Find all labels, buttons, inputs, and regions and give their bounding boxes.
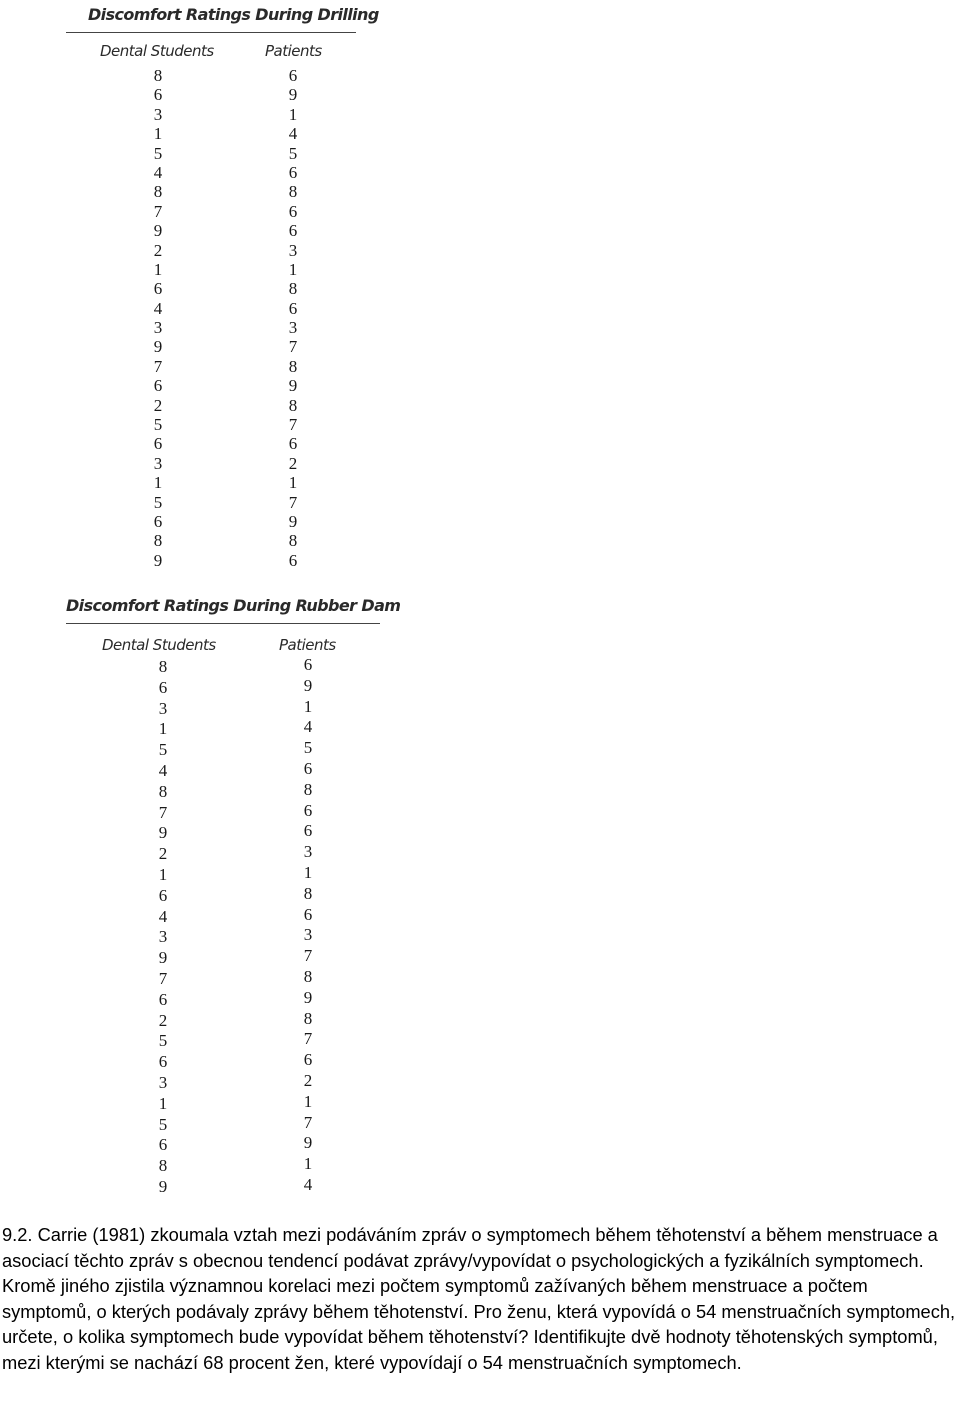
rating-value: 1 xyxy=(303,696,313,716)
rating-value: 9 xyxy=(153,337,163,357)
rating-value: 8 xyxy=(153,531,163,551)
rating-value: 5 xyxy=(158,1031,168,1051)
rating-value: 6 xyxy=(158,677,168,697)
rating-value: 9 xyxy=(303,675,313,695)
table-title: Discomfort Ratings During Drilling xyxy=(88,5,379,24)
column-header-dental-students: Dental Students xyxy=(100,42,214,60)
rating-value: 6 xyxy=(288,66,298,85)
rating-value: 5 xyxy=(153,415,163,435)
rating-value: 7 xyxy=(303,1112,313,1132)
rating-value: 9 xyxy=(288,85,298,105)
rating-value: 8 xyxy=(303,1008,313,1028)
rating-value: 6 xyxy=(158,989,168,1009)
rating-value: 9 xyxy=(153,221,163,241)
rating-value: 4 xyxy=(158,906,168,926)
rating-value: 3 xyxy=(158,1072,168,1092)
rating-value: 3 xyxy=(303,842,313,862)
rating-value: 7 xyxy=(153,201,163,221)
rating-value: 8 xyxy=(158,657,168,676)
rating-value: 6 xyxy=(303,758,313,778)
rating-value: 2 xyxy=(158,844,168,864)
rating-value: 8 xyxy=(153,182,163,202)
rating-value: 1 xyxy=(288,104,298,124)
rating-value: 1 xyxy=(288,259,298,279)
rating-value: 3 xyxy=(288,318,298,338)
rating-value: 1 xyxy=(153,473,163,493)
rating-value: 1 xyxy=(158,864,168,884)
rating-value: 5 xyxy=(288,143,298,163)
rating-value: 8 xyxy=(288,356,298,376)
rating-value: 6 xyxy=(153,511,163,531)
drilling-ratings-table xyxy=(66,5,379,575)
rating-value: 2 xyxy=(158,1010,168,1030)
rating-value: 2 xyxy=(303,1070,313,1090)
rating-value: 7 xyxy=(288,492,298,512)
rating-value: 7 xyxy=(158,802,168,822)
rating-value: 8 xyxy=(288,182,298,202)
rating-value: 2 xyxy=(153,240,163,260)
rating-value: 5 xyxy=(153,492,163,512)
rating-value: 6 xyxy=(303,1050,313,1070)
dental-students-column xyxy=(148,66,168,570)
rating-value: 3 xyxy=(303,925,313,945)
rating-value: 9 xyxy=(158,948,168,968)
rating-value: 6 xyxy=(153,434,163,454)
rating-value: 3 xyxy=(158,927,168,947)
rating-value: 6 xyxy=(303,655,313,674)
rating-value: 8 xyxy=(303,779,313,799)
rating-value: 8 xyxy=(153,66,163,85)
rating-value: 6 xyxy=(303,800,313,820)
rating-value: 3 xyxy=(288,240,298,260)
rating-value: 4 xyxy=(153,298,163,318)
rating-value: 6 xyxy=(288,434,298,454)
rating-value: 8 xyxy=(303,966,313,986)
rating-value: 5 xyxy=(153,143,163,163)
rating-value: 6 xyxy=(288,550,298,570)
rating-value: 1 xyxy=(303,862,313,882)
patients-column xyxy=(298,655,318,1196)
rating-value: 8 xyxy=(288,279,298,299)
rating-value: 9 xyxy=(158,823,168,843)
rating-value: 5 xyxy=(303,738,313,758)
rating-value: 1 xyxy=(153,124,163,144)
exercise-question: 9.2. Carrie (1981) zkoumala vztah mezi podáváním zpráv o symptomech během těhotenství a během menstruace a asociací těchto zpráv s obecnou tendencí podávat zprávy/vypovídat o psychologických a fyzikálních symptomech. Kromě jiného zjistila významnou korelaci mezi počtem symptomů zažívaných během menstruace a počtem symptomů, o kterých podávaly zprávy během těhotenství. Pro ženu, která vypovídá o 54 menstruačních symptomech, určete, o kolika symptomech bude vypovídat během těhotenství? Identifikujte dvě hodnoty těhotenských symptomů, mezi kterými se nachází 68 procent žen, které vypovídají o 54 menstruačních symptomech. xyxy=(2,1224,956,1373)
rating-value: 6 xyxy=(288,201,298,221)
rating-value: 4 xyxy=(153,162,163,182)
rating-value: 9 xyxy=(303,1133,313,1153)
rating-value: 8 xyxy=(158,1156,168,1176)
rating-value: 1 xyxy=(153,259,163,279)
title-divider xyxy=(66,32,356,33)
rating-value: 4 xyxy=(158,760,168,780)
rating-value: 4 xyxy=(303,1174,313,1194)
rating-value: 6 xyxy=(288,298,298,318)
rating-value: 9 xyxy=(288,511,298,531)
rating-value: 8 xyxy=(288,531,298,551)
rating-value: 6 xyxy=(158,1135,168,1155)
rating-value: 9 xyxy=(153,550,163,570)
rating-value: 6 xyxy=(288,221,298,241)
title-divider xyxy=(66,623,380,624)
rating-value: 3 xyxy=(153,104,163,124)
column-header-patients: Patients xyxy=(265,42,322,60)
rating-value: 6 xyxy=(158,885,168,905)
rating-value: 4 xyxy=(303,717,313,737)
rating-value: 7 xyxy=(288,337,298,357)
rating-value: 6 xyxy=(153,85,163,105)
column-header-dental-students: Dental Students xyxy=(102,636,216,654)
rating-value: 7 xyxy=(303,1029,313,1049)
dental-students-column xyxy=(153,657,173,1198)
rating-value: 9 xyxy=(303,987,313,1007)
rating-value: 6 xyxy=(303,904,313,924)
rating-value: 8 xyxy=(158,781,168,801)
rating-value: 2 xyxy=(153,395,163,415)
patients-column xyxy=(283,66,303,570)
rating-value: 1 xyxy=(158,719,168,739)
rating-value: 3 xyxy=(153,318,163,338)
rating-value: 8 xyxy=(303,883,313,903)
rating-value: 7 xyxy=(288,415,298,435)
rating-value: 5 xyxy=(158,740,168,760)
rating-value: 1 xyxy=(158,1093,168,1113)
rating-value: 9 xyxy=(158,1176,168,1196)
rating-value: 6 xyxy=(153,376,163,396)
rating-value: 9 xyxy=(288,376,298,396)
rating-value: 6 xyxy=(288,162,298,182)
rating-value: 3 xyxy=(153,453,163,473)
rating-value: 7 xyxy=(303,946,313,966)
rating-value: 3 xyxy=(158,698,168,718)
column-header-patients: Patients xyxy=(279,636,336,654)
rubber-dam-ratings-table xyxy=(66,596,401,1196)
rating-value: 2 xyxy=(288,453,298,473)
rating-value: 6 xyxy=(303,821,313,841)
rating-value: 1 xyxy=(303,1091,313,1111)
rating-value: 7 xyxy=(158,968,168,988)
rating-value: 6 xyxy=(158,1052,168,1072)
rating-value: 1 xyxy=(303,1154,313,1174)
rating-value: 6 xyxy=(153,279,163,299)
rating-value: 7 xyxy=(153,356,163,376)
rating-value: 5 xyxy=(158,1114,168,1134)
table-title: Discomfort Ratings During Rubber Dam xyxy=(66,596,401,615)
rating-value: 1 xyxy=(288,473,298,493)
rating-value: 4 xyxy=(288,124,298,144)
rating-value: 8 xyxy=(288,395,298,415)
